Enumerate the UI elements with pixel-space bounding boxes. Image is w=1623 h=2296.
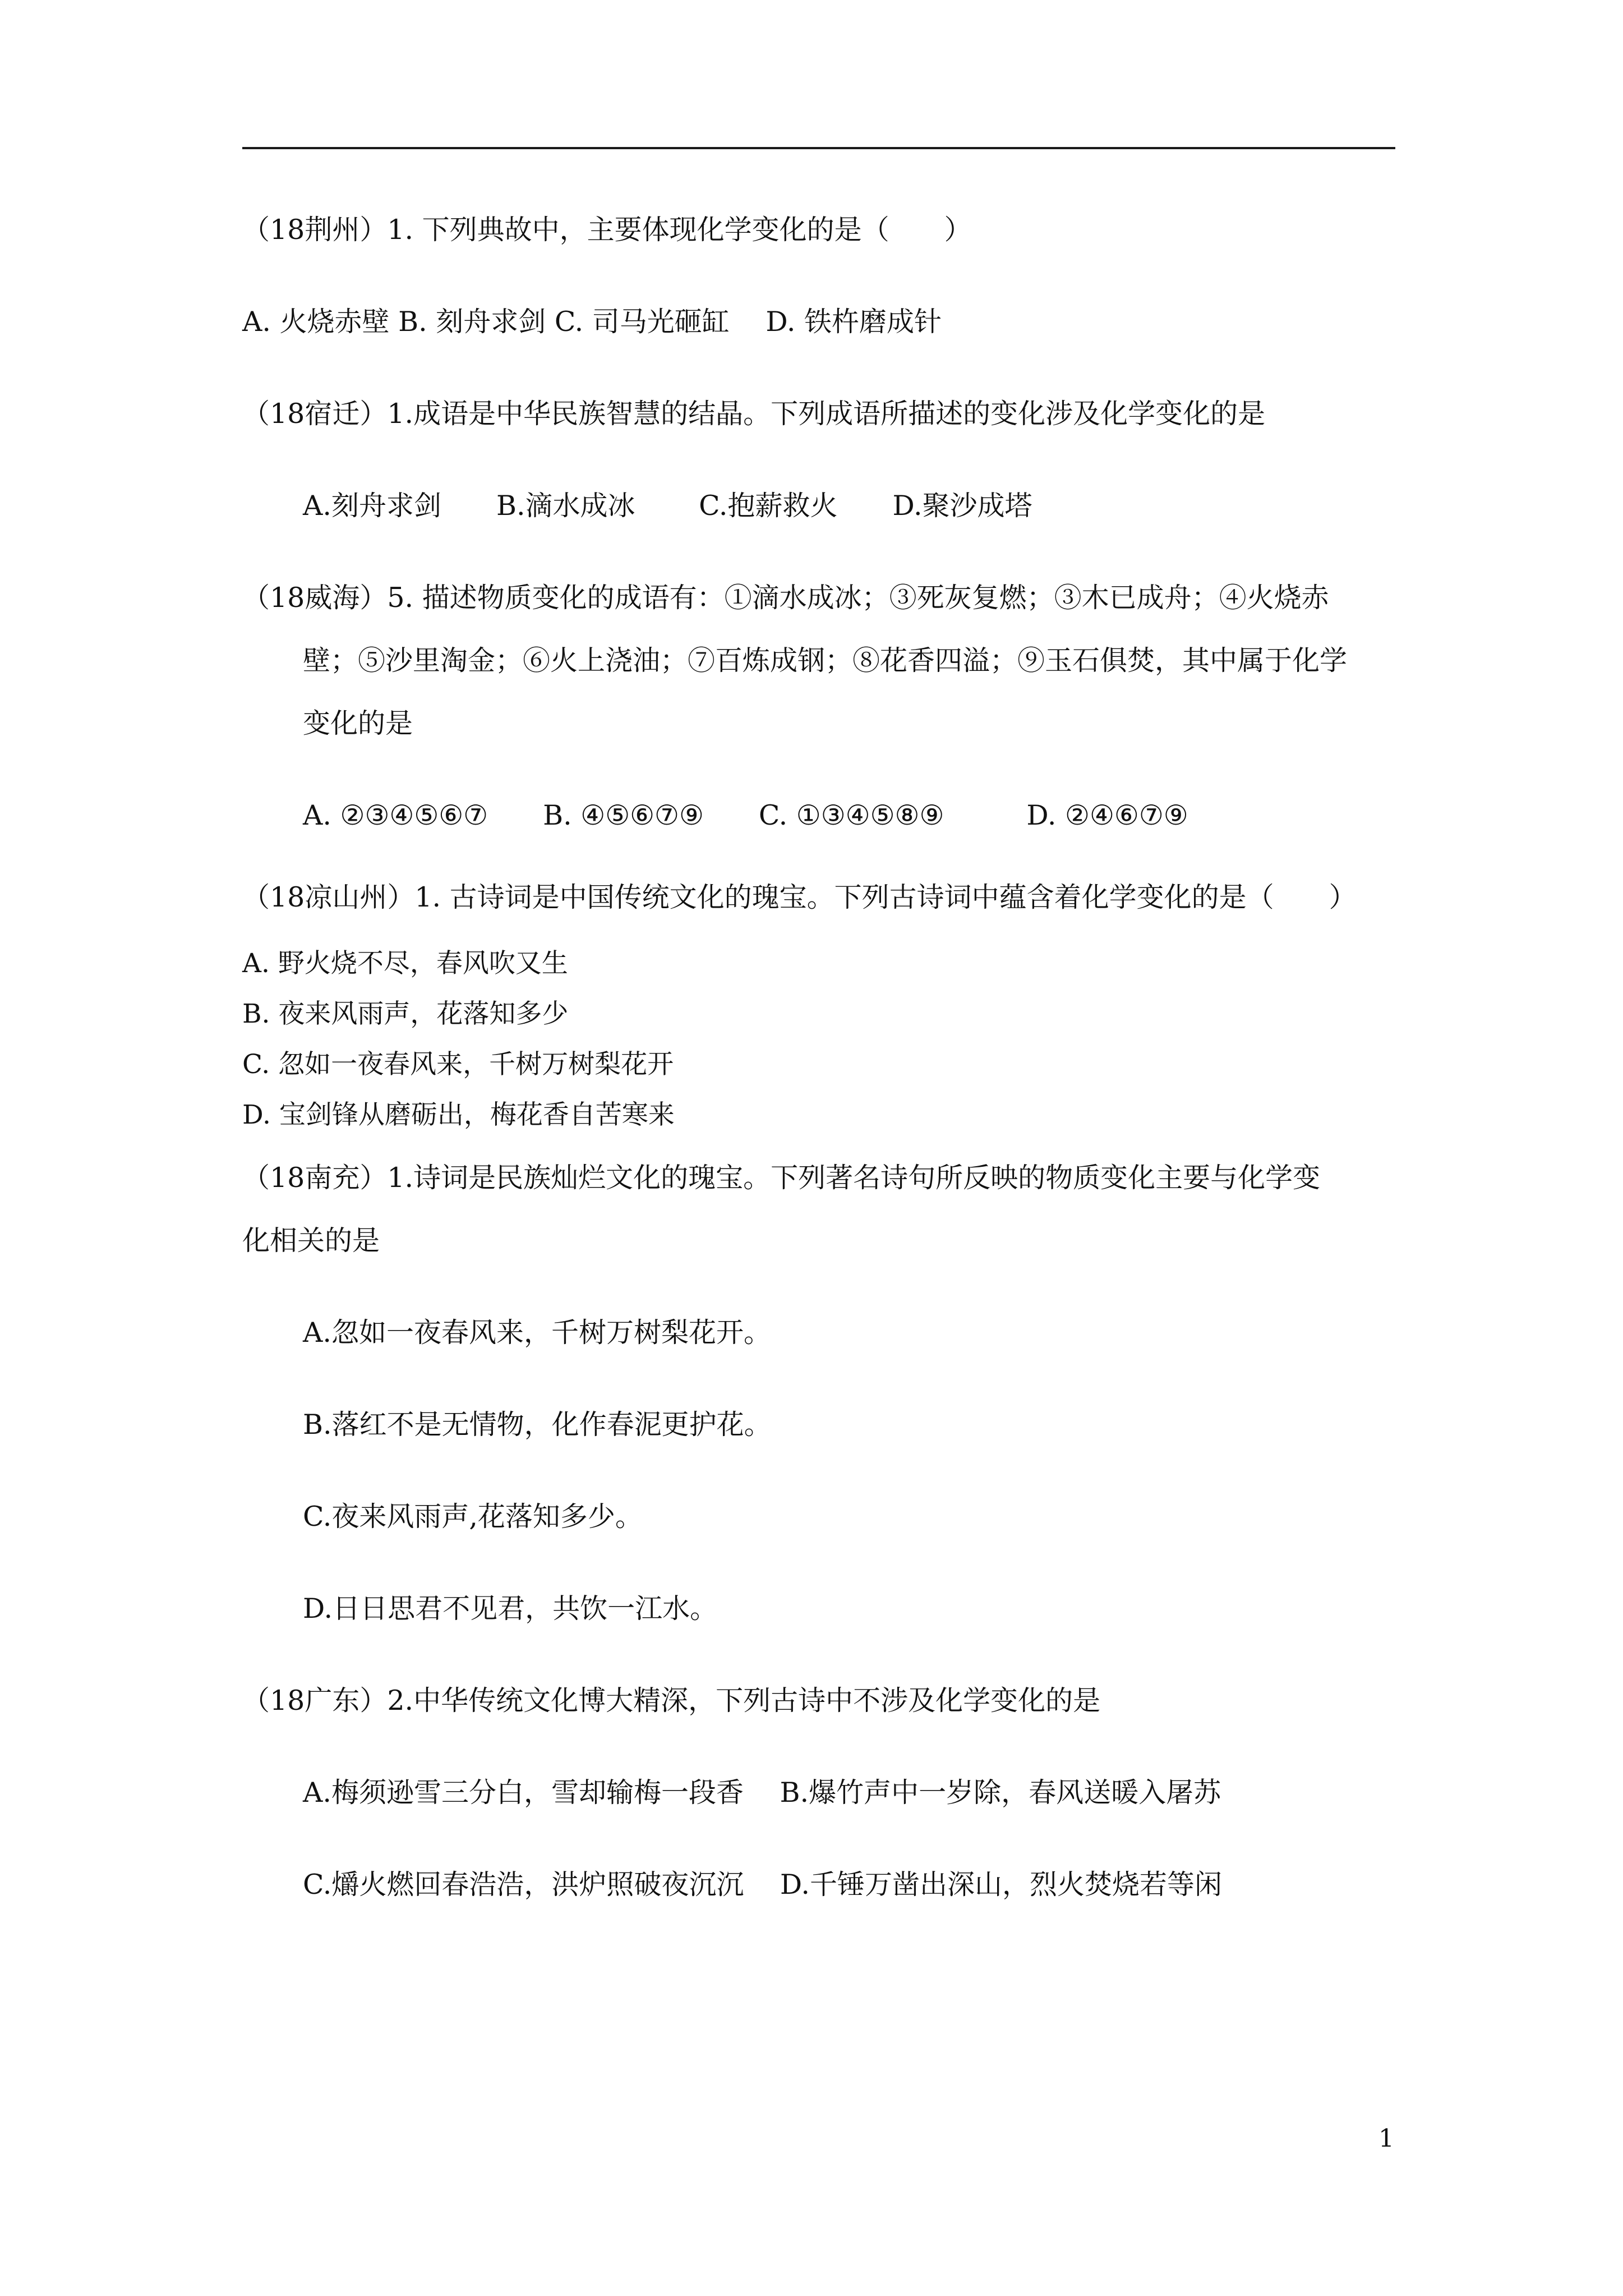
q4-option-a: A. 野火烧不尽，春风吹又生 [242, 948, 568, 979]
q2-options: A.刻舟求剑 B.滴水成冰 C.抱薪救火 D.聚沙成塔 [303, 490, 1032, 522]
q5-option-a: A.忽如一夜春风来，千树万树梨花开。 [303, 1317, 771, 1349]
q6-options-line2: C.爝火燃回春浩浩，洪炉照破夜沉沉 D.千锤万凿出深山，烈火焚烧若等闲 [303, 1869, 1223, 1901]
q5-option-d: D.日日思君不见君，共饮一江水。 [303, 1593, 718, 1625]
q3-stem-line1: （18威海）5. 描述物质变化的成语有：①滴水成冰；③死灰复燃；③木已成舟；④火烧赤 [242, 582, 1329, 614]
q3-stem-line3: 变化的是 [303, 707, 413, 739]
q5-stem-line1: （18南充）1.诗词是民族灿烂文化的瑰宝。下列著名诗句所反映的物质变化主要与化学变 [242, 1162, 1321, 1194]
q6-stem: （18广东）2.中华传统文化博大精深，下列古诗中不涉及化学变化的是 [242, 1685, 1101, 1717]
page-number: 1 [1378, 2124, 1394, 2153]
q3-stem-line2: 壁；⑤沙里淘金；⑥火上浇油；⑦百炼成钢；⑧花香四溢；⑨玉石俱焚，其中属于化学 [303, 645, 1348, 677]
q4-option-d: D. 宝剑锋从磨砺出，梅花香自苦寒来 [242, 1099, 675, 1130]
q5-option-c: C.夜来风雨声,花落知多少。 [303, 1501, 643, 1533]
q4-stem: （18凉山州）1. 古诗词是中国传统文化的瑰宝。下列古诗词中蕴含着化学变化的是（ ） [242, 881, 1357, 913]
q3-options: A. ②③④⑤⑥⑦ B. ④⑤⑥⑦⑨ C. ①③④⑤⑧⑨ D. ②④⑥⑦⑨ [303, 799, 1188, 831]
q2-stem: （18宿迁）1.成语是中华民族智慧的结晶。下列成语所描述的变化涉及化学变化的是 [242, 398, 1266, 430]
q5-option-b: B.落红不是无情物，化作春泥更护花。 [303, 1409, 772, 1441]
q4-option-c: C. 忽如一夜春风来，千树万树梨花开 [242, 1049, 674, 1080]
q4-option-b: B. 夜来风雨声，花落知多少 [242, 999, 569, 1029]
q5-stem-line2: 化相关的是 [242, 1225, 380, 1257]
q1-stem: （18荆州）1. 下列典故中，主要体现化学变化的是（ ） [242, 214, 972, 246]
q6-options-line1: A.梅须逊雪三分白，雪却输梅一段香 B.爆竹声中一岁除，春风送暖入屠苏 [303, 1777, 1221, 1809]
header-rule [242, 147, 1395, 149]
q1-options: A. 火烧赤壁 B. 刻舟求剑 C. 司马光砸缸 D. 铁杵磨成针 [242, 306, 942, 338]
